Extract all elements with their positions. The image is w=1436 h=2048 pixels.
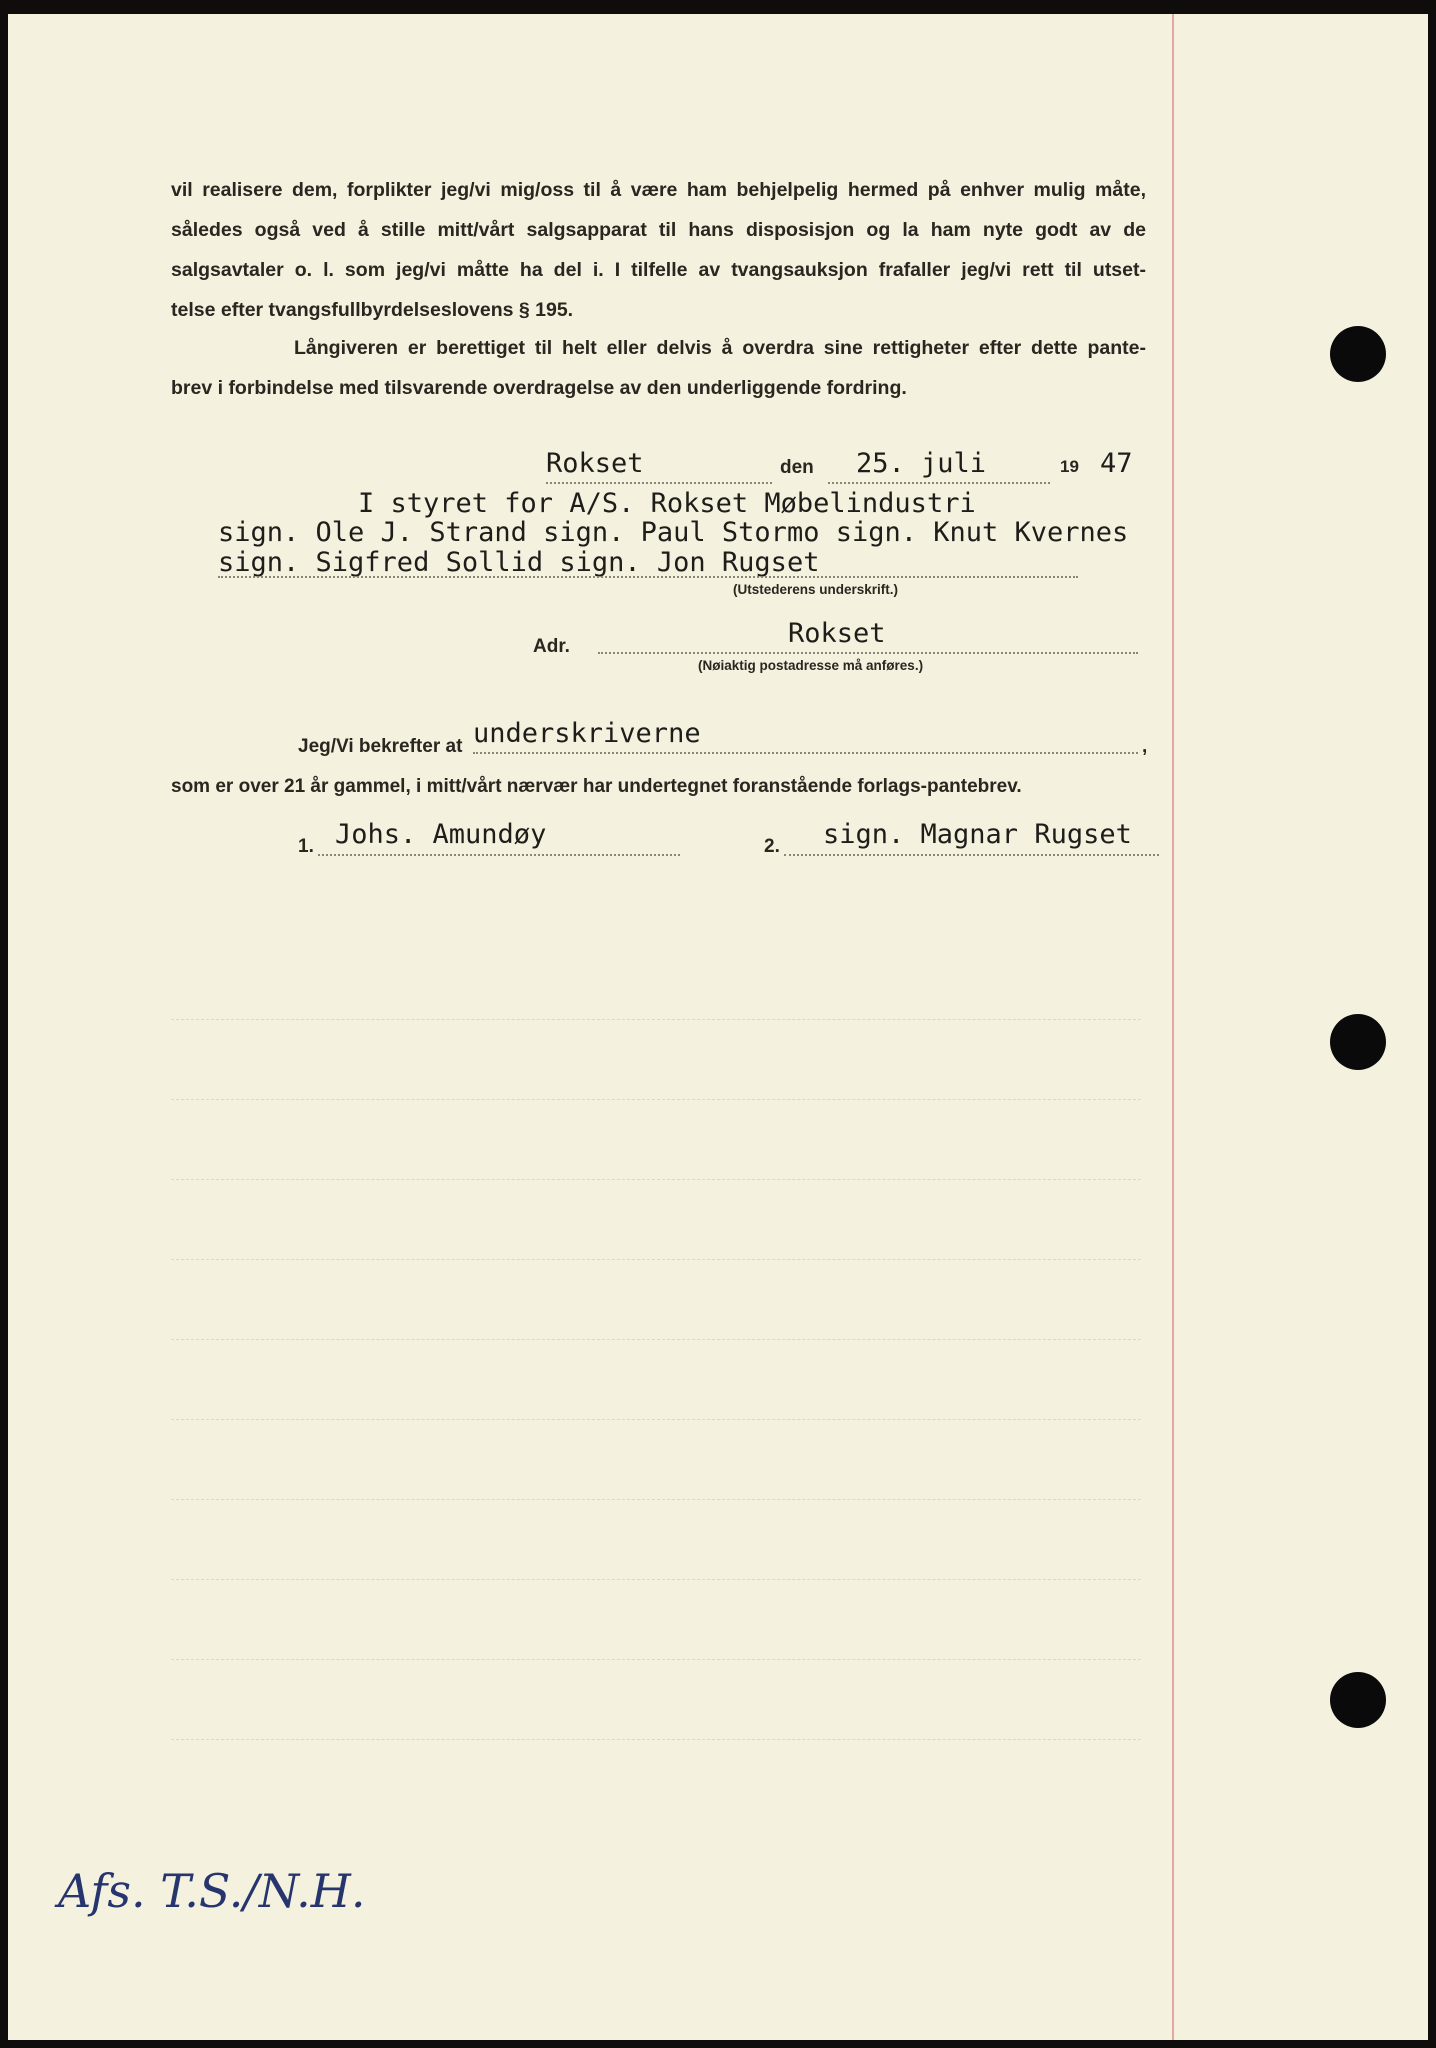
bleed-through-line bbox=[171, 1659, 1141, 1670]
paragraph-line: Långiveren er berettiget til helt eller delvis å overdra sine rettigheter efter dette pante- bbox=[294, 337, 1146, 359]
bleed-through-line bbox=[171, 1019, 1141, 1030]
board-line: I styret for A/S. Rokset Møbelindustri bbox=[358, 488, 976, 519]
dotted-line bbox=[784, 854, 1159, 856]
witness-name-1: Johs. Amundøy bbox=[335, 819, 547, 850]
punch-hole-middle bbox=[1330, 1014, 1386, 1070]
paragraph-line: vil realisere dem, forplikter jeg/vi mig/oss til å være ham behjelpelig hermed på enhver mulig måte, bbox=[171, 179, 1146, 201]
paragraph-line: salgsavtaler o. l. som jeg/vi måtte ha del i. I tilfelle av tvangsauksjon frafaller jeg/vi rett til utset- bbox=[171, 259, 1146, 281]
witness-label: Jeg/Vi bekrefter at bbox=[298, 736, 463, 757]
bleed-through-line bbox=[171, 1179, 1141, 1190]
witness-name-2: sign. Magnar Rugset bbox=[823, 819, 1132, 850]
punch-hole-top bbox=[1330, 326, 1386, 382]
dotted-line bbox=[546, 482, 772, 484]
address-value: Rokset bbox=[788, 618, 886, 649]
handwritten-note: Afs. T.S./N.H. bbox=[58, 1864, 366, 1918]
signatures-line: sign. Sigfred Sollid sign. Jon Rugset bbox=[218, 547, 820, 578]
signatures-line: sign. Ole J. Strand sign. Paul Stormo sign. Knut Kvernes bbox=[218, 517, 1129, 548]
date-day-month: 25. juli bbox=[856, 448, 987, 479]
bleed-through-line bbox=[171, 1099, 1141, 1110]
bleed-through-line bbox=[171, 1339, 1141, 1350]
bleed-through-line bbox=[171, 1259, 1141, 1270]
witness-comma: , bbox=[1142, 736, 1148, 757]
paragraph-line: brev i forbindelse med tilsvarende overdragelse av den underliggende fordring. bbox=[171, 377, 907, 399]
red-margin-line bbox=[1172, 14, 1174, 2040]
dotted-line bbox=[318, 854, 680, 856]
year-suffix: 47 bbox=[1100, 448, 1133, 479]
bleed-through-line bbox=[171, 1739, 1141, 1750]
dotted-line bbox=[473, 752, 1138, 754]
witness-number-2: 2. bbox=[764, 836, 780, 857]
dotted-line bbox=[218, 576, 1078, 578]
address-caption: (Nøiaktig postadresse må anføres.) bbox=[698, 658, 924, 673]
bleed-through-line bbox=[171, 1579, 1141, 1590]
paragraph-obligations bbox=[171, 170, 1146, 330]
witness-number-1: 1. bbox=[298, 836, 314, 857]
punch-hole-bottom bbox=[1330, 1672, 1386, 1728]
document-page bbox=[8, 14, 1428, 2040]
witness-value: underskriverne bbox=[473, 718, 701, 749]
paragraph-line: telse efter tvangsfullbyrdelseslovens § 195. bbox=[171, 299, 574, 321]
address-label: Adr. bbox=[533, 636, 570, 657]
issuer-signature-caption: (Utstederens underskrift.) bbox=[733, 582, 899, 597]
date-place: Rokset bbox=[546, 448, 644, 479]
year-prefix: 19 bbox=[1060, 457, 1079, 476]
paragraph-transfer-rights bbox=[171, 328, 1146, 408]
witness-statement: som er over 21 år gammel, i mitt/vårt nærvær har undertegnet foranstående forlags-pantebrev. bbox=[171, 776, 1022, 797]
dotted-line bbox=[598, 652, 1138, 654]
dotted-line bbox=[828, 482, 1050, 484]
den-label: den bbox=[780, 457, 814, 478]
bleed-through-line bbox=[171, 1419, 1141, 1430]
paragraph-line: således også ved å stille mitt/vårt salgsapparat til hans disposisjon og la ham nyte godt av de bbox=[171, 219, 1146, 241]
bleed-through-line bbox=[171, 1499, 1141, 1510]
